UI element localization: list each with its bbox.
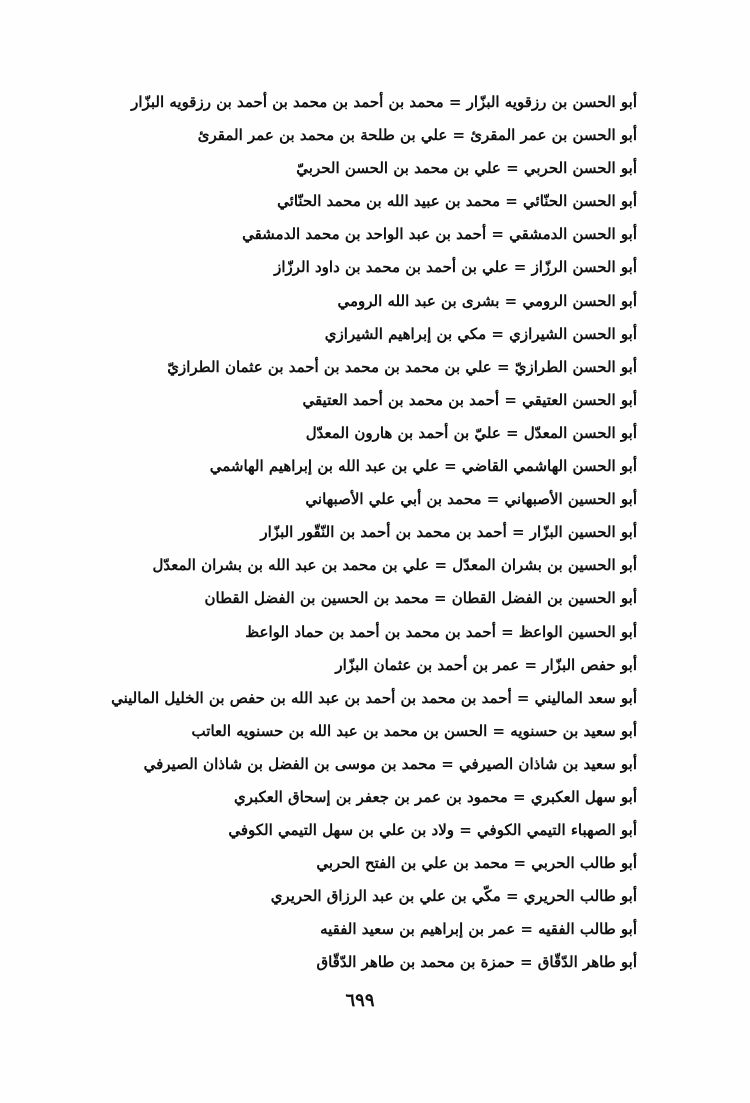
index-entry: أبو الصهباء التيمي الكوفي = ولاد بن علي بن سهل التيمي الكوفي [228, 821, 637, 840]
index-entry: أبو الحسن الشيرازي = مكي بن إبراهيم الشيرازي [324, 324, 637, 343]
index-entry: أبو حفص البزّار = عمر بن أحمد بن عثمان البزّار [335, 655, 637, 674]
index-entry: أبو طالب الحريري = مكّي بن علي بن عبد الرزاق الحريري [270, 887, 637, 906]
index-entry: أبو الحسن الرومي = بشرى بن عبد الله الرومي [337, 291, 637, 310]
index-entry: أبو الحسن الهاشمي القاضي = علي بن عبد الله بن إبراهيم الهاشمي [209, 457, 637, 476]
index-entry: أبو الحسين البزّار = أحمد بن محمد بن أحمد بن النّقّور البزّار [260, 523, 637, 542]
index-entry: أبو الحسن العتيقي = أحمد بن محمد بن أحمد العتيقي [302, 390, 637, 409]
index-entry: أبو الحسين بن بشران المعدّل = علي بن محمد بن عبد الله بن بشران المعدّل [152, 556, 637, 575]
index-entry: أبو الحسن الحربي = علي بن محمد بن الحسن الحربيّ [296, 159, 637, 178]
index-entry: أبو سعد الماليني = أحمد بن محمد بن أحمد بن عبد الله بن حفص بن الخليل الماليني [111, 688, 637, 707]
index-entry: أبو طالب الحربي = محمد بن علي بن الفتح الحربي [316, 854, 637, 873]
index-entry: أبو الحسين الأصبهاني = محمد بن أبي علي الأصبهاني [305, 490, 637, 509]
index-entry: أبو سعيد بن حسنويه = الحسن بن محمد بن عبد الله بن حسنويه العاتب [191, 721, 637, 740]
index-entry: أبو سهل العكبري = محمود بن عمر بن جعفر بن إسحاق العكبري [233, 787, 637, 806]
index-entry: أبو الحسين الواعظ = أحمد بن محمد بن أحمد بن حماد الواعظ [245, 622, 637, 641]
index-entry: أبو سعيد بن شاذان الصيرفي = محمد بن موسى بن الفضل بن شاذان الصيرفي [143, 754, 637, 773]
index-entry: أبو الحسين بن الفضل القطان = محمد بن الحسين بن الفضل القطان [204, 589, 637, 608]
index-entry: أبو الحسن الطرازيّ = علي بن محمد بن محمد بن أحمد بن عثمان الطرازيّ [167, 357, 637, 376]
page-number: ٦٩٩ [345, 990, 375, 1011]
index-entry: أبو الحسن الرزّاز = علي بن أحمد بن محمد بن داود الرزّاز [274, 258, 637, 277]
index-entry: أبو الحسن بن عمر المقرئ = علي بن طلحة بن محمد بن عمر المقرئ [197, 126, 637, 145]
index-entry: أبو الحسن الدمشقي = أحمد بن عبد الواحد بن محمد الدمشقي [242, 225, 637, 244]
index-entry: أبو الحسن الحنّائي = محمد بن عبيد الله بن محمد الحنّائي [277, 192, 637, 211]
index-entry: أبو الحسن بن رزقويه البزّار = محمد بن أحمد بن محمد بن أحمد بن رزقويه البزّار [131, 93, 637, 111]
index-entry: أبو طالب الفقيه = عمر بن إبراهيم بن سعيد الفقيه [320, 920, 637, 939]
index-entry: أبو طاهر الدّقّاق = حمزة بن محمد بن طاهر الدّقّاق [316, 953, 637, 972]
name-index-list [17, 86, 637, 980]
index-entry: أبو الحسن المعدّل = عليّ بن أحمد بن هارون المعدّل [305, 423, 637, 442]
